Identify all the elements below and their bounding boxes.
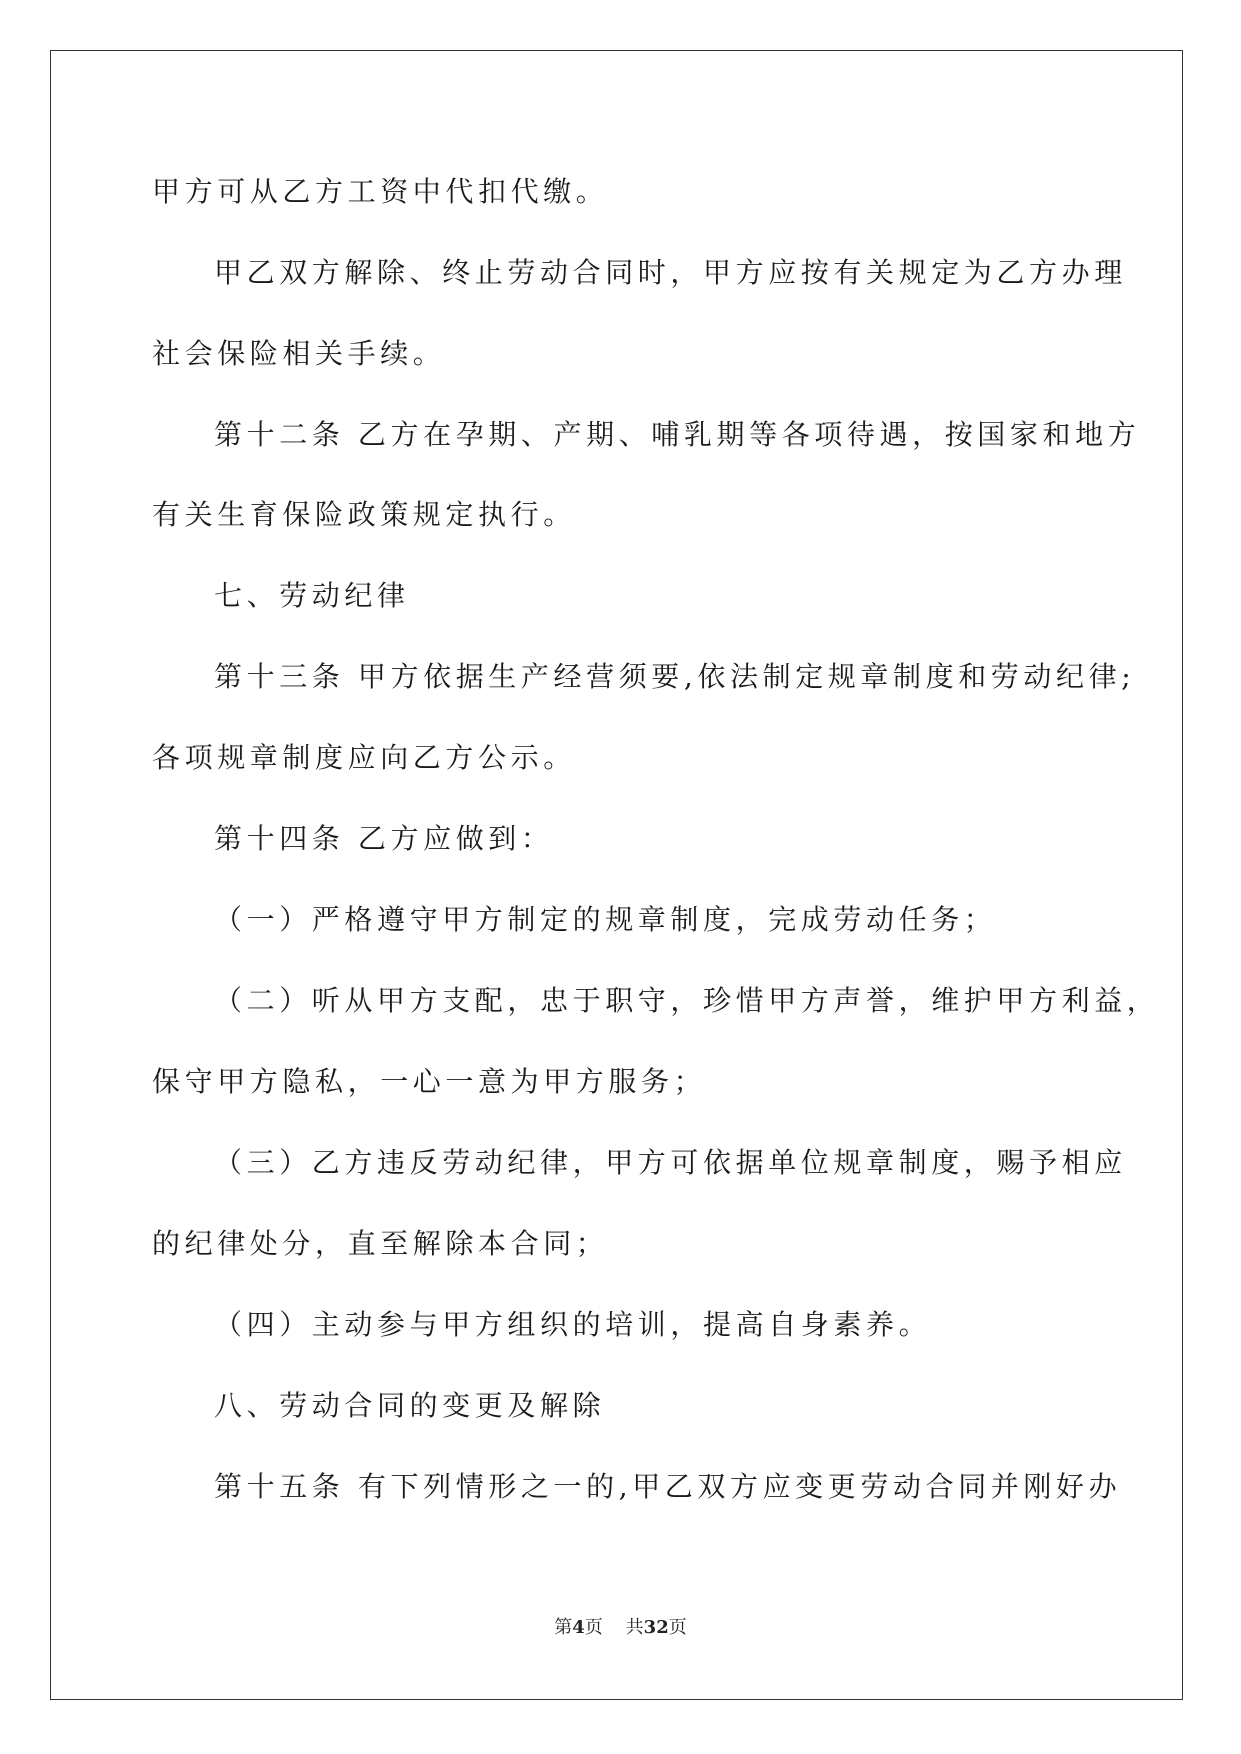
text-line: 的纪律处分，直至解除本合同； [152, 1227, 609, 1260]
text-line: 甲乙双方解除、终止劳动合同时，甲方应按有关规定为乙方办理 [214, 256, 1127, 289]
page-number: 4 [572, 1617, 585, 1638]
text-line: （三）乙方违反劳动纪律，甲方可依据单位规章制度，赐予相应 [214, 1146, 1127, 1179]
text-line: 甲方可从乙方工资中代扣代缴。 [152, 175, 609, 208]
total-pages: 32 [643, 1617, 669, 1638]
text-line: 第十五条 有下列情形之一的,甲乙双方应变更劳动合同并刚好办 [214, 1470, 1122, 1503]
page-border [50, 50, 1183, 1700]
footer-page-suffix: 页 [584, 1617, 603, 1638]
section-heading: 八、劳动合同的变更及解除 [214, 1389, 606, 1422]
page-footer [0, 1617, 1241, 1639]
text-line: 第十二条 乙方在孕期、产期、哺乳期等各项待遇，按国家和地方 [214, 418, 1141, 451]
footer-prefix: 第 [554, 1617, 573, 1638]
text-line: 有关生育保险政策规定执行。 [152, 498, 576, 531]
text-line: 第十四条 乙方应做到： [214, 822, 554, 855]
section-heading: 七、劳动纪律 [214, 579, 410, 612]
text-line: （一）严格遵守甲方制定的规章制度，完成劳动任务； [214, 903, 997, 936]
footer-total-suffix: 页 [668, 1617, 687, 1638]
footer-total-prefix: 共 [625, 1617, 644, 1638]
text-line: （二）听从甲方支配，忠于职守，珍惜甲方声誉，维护甲方利益， [214, 984, 1160, 1017]
text-line: 第十三条 甲方依据生产经营须要,依法制定规章制度和劳动纪律; [214, 660, 1136, 693]
text-line: 社会保险相关手续。 [152, 337, 446, 370]
text-line: 保守甲方隐私，一心一意为甲方服务； [152, 1065, 707, 1098]
text-line: 各项规章制度应向乙方公示。 [152, 741, 576, 774]
text-line: （四）主动参与甲方组织的培训，提高自身素养。 [214, 1308, 932, 1341]
